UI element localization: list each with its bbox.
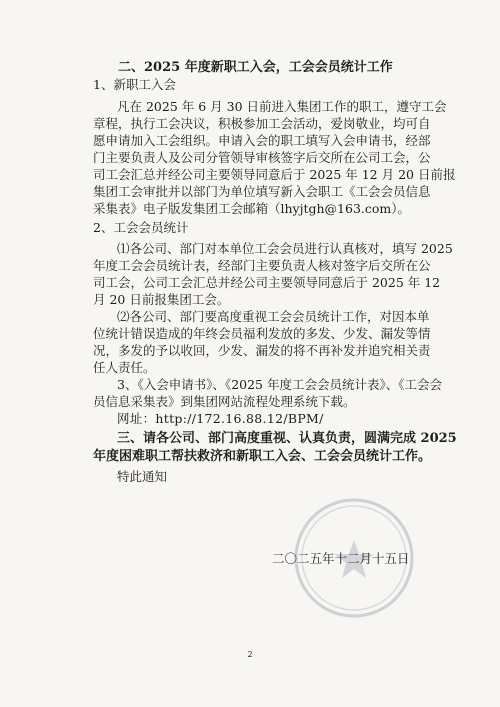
website-url: 网址：http://172.16.88.12/BPM/ bbox=[117, 411, 324, 426]
page-number: 2 bbox=[247, 650, 253, 659]
subheading-new-members: 1、新职工入会 bbox=[93, 77, 176, 92]
paragraph-line: 位统计错误造成的年终会员福利发放的多发、少发、漏发等情 bbox=[93, 326, 431, 341]
paragraph-line: 任人责任。 bbox=[93, 360, 156, 375]
paragraph-line: ⑵各公司、部门要高度重视工会会员统计工作，对因本单 bbox=[117, 309, 430, 324]
paragraph-line: 司工会汇总并经公司主要领导同意后于 2025 年 12 月 20 日前报 bbox=[93, 167, 456, 182]
paragraph-line: ⑴各公司、部门对本单位工会会员进行认真核对，填写 2025 bbox=[117, 241, 453, 256]
paragraph-line: 章程，执行工会决议，积极参加工会活动，爱岗敬业，均可自 bbox=[93, 116, 431, 131]
paragraph-line: 愿申请加入工会组织。申请入会的职工填写入会申请书，经部 bbox=[93, 133, 431, 148]
paragraph-line: 员信息采集表》到集团网站流程处理系统下载。 bbox=[93, 394, 356, 409]
paragraph-line: 门主要负责人及公司分管领导审核签字后交所在公司工会，公 bbox=[93, 150, 431, 165]
document-date: 二〇二五年十二月十五日 bbox=[272, 551, 410, 566]
section-heading-3: 年度困难职工帮扶救济和新职工入会、工会会员统计工作。 bbox=[93, 449, 432, 464]
paragraph-line: 3、《入会申请书》、《2025 年度工会会员统计表》、《工会会 bbox=[117, 377, 442, 392]
paragraph-line: 司工会，公司工会汇总并经公司主要领导同意后于 2025 年 12 bbox=[93, 275, 441, 290]
paragraph-line: 年度工会会员统计表，经部门主要负责人核对签字后交所在公 bbox=[93, 258, 431, 273]
paragraph-line: 月 20 日前报集团工会。 bbox=[93, 292, 230, 307]
closing-notice: 特此通知 bbox=[117, 469, 168, 484]
paragraph-line: 集团工会审批并以部门为单位填写新入会职工《工会会员信息 bbox=[93, 184, 431, 199]
paragraph-line: 凡在 2025 年 6 月 30 日前进入集团工作的职工，遵守工会 bbox=[117, 99, 447, 114]
paragraph-line: 况，多发的予以收回，少发、漏发的将不再补发并追究相关责 bbox=[93, 343, 431, 358]
section-heading-3: 三、请各公司、部门高度重视、认真负责，圆满完成 2025 bbox=[117, 431, 457, 446]
subheading-member-statistics: 2、工会会员统计 bbox=[93, 220, 189, 235]
section-heading-2: 二、2025 年度新职工入会，工会会员统计工作 bbox=[118, 60, 393, 75]
paragraph-line: 采集表》电子版发集团工会邮箱（lhyjtgh@163.com）。 bbox=[93, 201, 411, 216]
